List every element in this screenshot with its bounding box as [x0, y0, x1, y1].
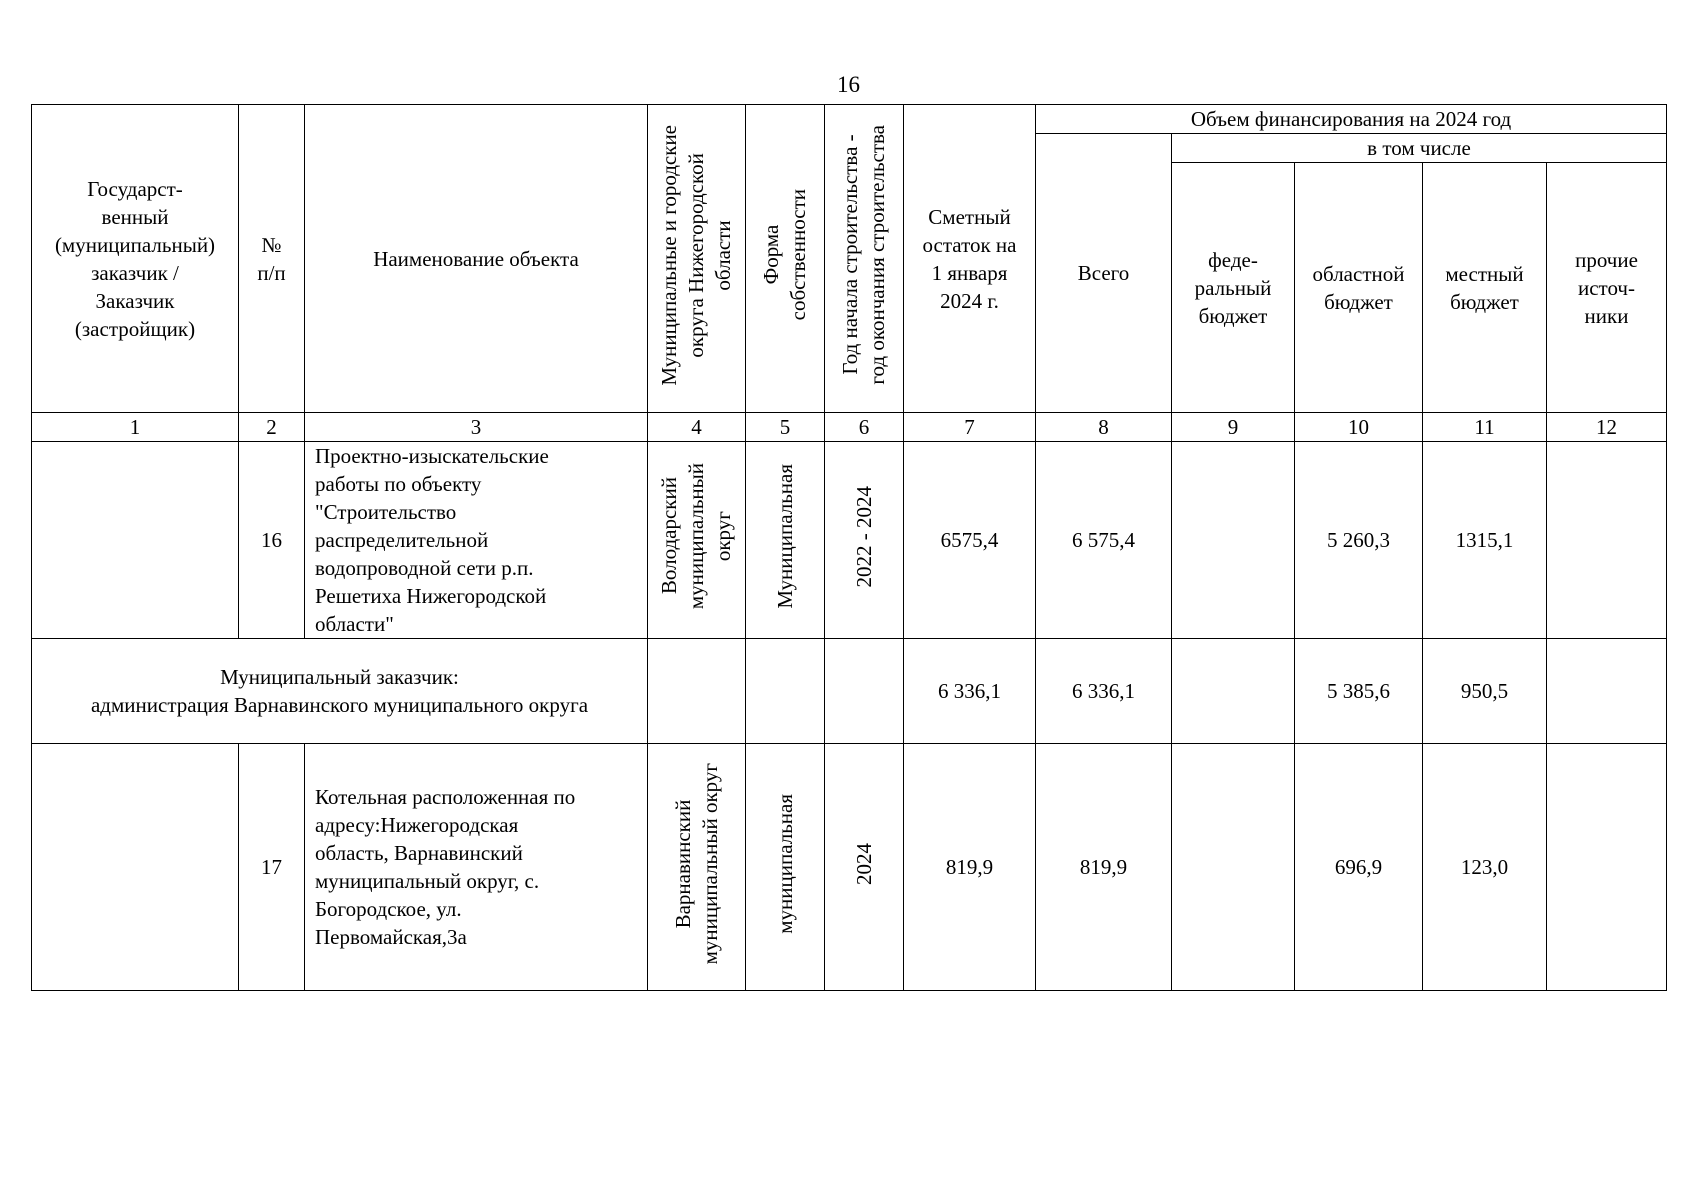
federal-amount: [1172, 744, 1295, 991]
page-number: 16: [837, 72, 860, 97]
financing-table: [31, 104, 1667, 991]
local-amount: 950,5: [1423, 639, 1547, 744]
header-estimated-balance: Сметный остаток на 1 января 2024 г.: [904, 105, 1036, 413]
ownership-cell: [746, 442, 825, 639]
district-cell: [648, 639, 746, 744]
estimated-balance: 6 336,1: [904, 639, 1036, 744]
district-text: Володарский муниципальный округ: [657, 463, 735, 610]
district-cell: [648, 744, 746, 991]
regional-amount: 696,9: [1295, 744, 1423, 991]
customer-subtotal-row: [32, 639, 1667, 744]
header-customer: Государст- венный (муниципальный) заказчик / Заказчик (застройщик): [32, 105, 239, 413]
estimated-balance: 6575,4: [904, 442, 1036, 639]
header-years: [825, 105, 904, 413]
district-cell: [648, 442, 746, 639]
regional-amount: 5 385,6: [1295, 639, 1423, 744]
col-number: 6: [825, 413, 904, 442]
header-row-1: [32, 105, 1667, 134]
customer-label: Муниципальный заказчик: администрация Варнавинского муниципального округа: [32, 639, 648, 744]
header-years-text: Год начала строительства - год окончания строительства: [838, 125, 889, 385]
col-number: 9: [1172, 413, 1295, 442]
local-amount: 1315,1: [1423, 442, 1547, 639]
ownership-text: Муниципальная: [772, 464, 797, 609]
header-object-name: Наименование объекта: [305, 105, 648, 413]
col-number: 5: [746, 413, 825, 442]
federal-amount: [1172, 639, 1295, 744]
object-name: Котельная расположенная по адресу:Нижегородская область, Варнавинский муниципальный округ, с. Богородское, ул. Первомайская,3а: [305, 744, 648, 991]
header-other: прочие источ- ники: [1547, 163, 1667, 413]
col-number: 8: [1036, 413, 1172, 442]
regional-amount: 5 260,3: [1295, 442, 1423, 639]
years-cell: [825, 639, 904, 744]
column-number-row: [32, 413, 1667, 442]
col-number: 11: [1423, 413, 1547, 442]
header-districts-text: Муниципальные и городские округа Нижегородской области: [657, 124, 735, 386]
header-local: местный бюджет: [1423, 163, 1547, 413]
row-number: 16: [239, 442, 305, 639]
row-number: 17: [239, 744, 305, 991]
object-name: Проектно-изыскательские работы по объекту "Строительство распределительной водопроводной сети р.п. Решетиха Нижегородской области": [305, 442, 648, 639]
total-amount: 6 575,4: [1036, 442, 1172, 639]
estimated-balance: 819,9: [904, 744, 1036, 991]
other-amount: [1547, 442, 1667, 639]
table-row: [32, 744, 1667, 991]
header-ownership-text: Форма собственности: [759, 189, 810, 321]
local-amount: 123,0: [1423, 744, 1547, 991]
customer-cell: [32, 744, 239, 991]
header-districts: [648, 105, 746, 413]
ownership-cell: [746, 639, 825, 744]
header-funding-group: Объем финансирования на 2024 год: [1036, 105, 1667, 134]
header-total: Всего: [1036, 134, 1172, 413]
total-amount: 6 336,1: [1036, 639, 1172, 744]
district-text: Варнавинский муниципальный округ: [670, 762, 722, 965]
col-number: 1: [32, 413, 239, 442]
years-text: 2024: [851, 842, 876, 885]
col-number: 12: [1547, 413, 1667, 442]
years-cell: [825, 744, 904, 991]
ownership-cell: [746, 744, 825, 991]
col-number: 2: [239, 413, 305, 442]
col-number: 3: [305, 413, 648, 442]
years-text: 2022 - 2024: [851, 485, 876, 588]
col-number: 7: [904, 413, 1036, 442]
header-including: в том числе: [1172, 134, 1667, 163]
federal-amount: [1172, 442, 1295, 639]
customer-cell: [32, 442, 239, 639]
other-amount: [1547, 639, 1667, 744]
table-row: [32, 442, 1667, 639]
header-number: № п/п: [239, 105, 305, 413]
header-regional: областной бюджет: [1295, 163, 1423, 413]
header-federal: феде- ральный бюджет: [1172, 163, 1295, 413]
col-number: 10: [1295, 413, 1423, 442]
other-amount: [1547, 744, 1667, 991]
years-cell: [825, 442, 904, 639]
col-number: 4: [648, 413, 746, 442]
ownership-text: муниципальная: [772, 793, 797, 934]
header-ownership: [746, 105, 825, 413]
total-amount: 819,9: [1036, 744, 1172, 991]
